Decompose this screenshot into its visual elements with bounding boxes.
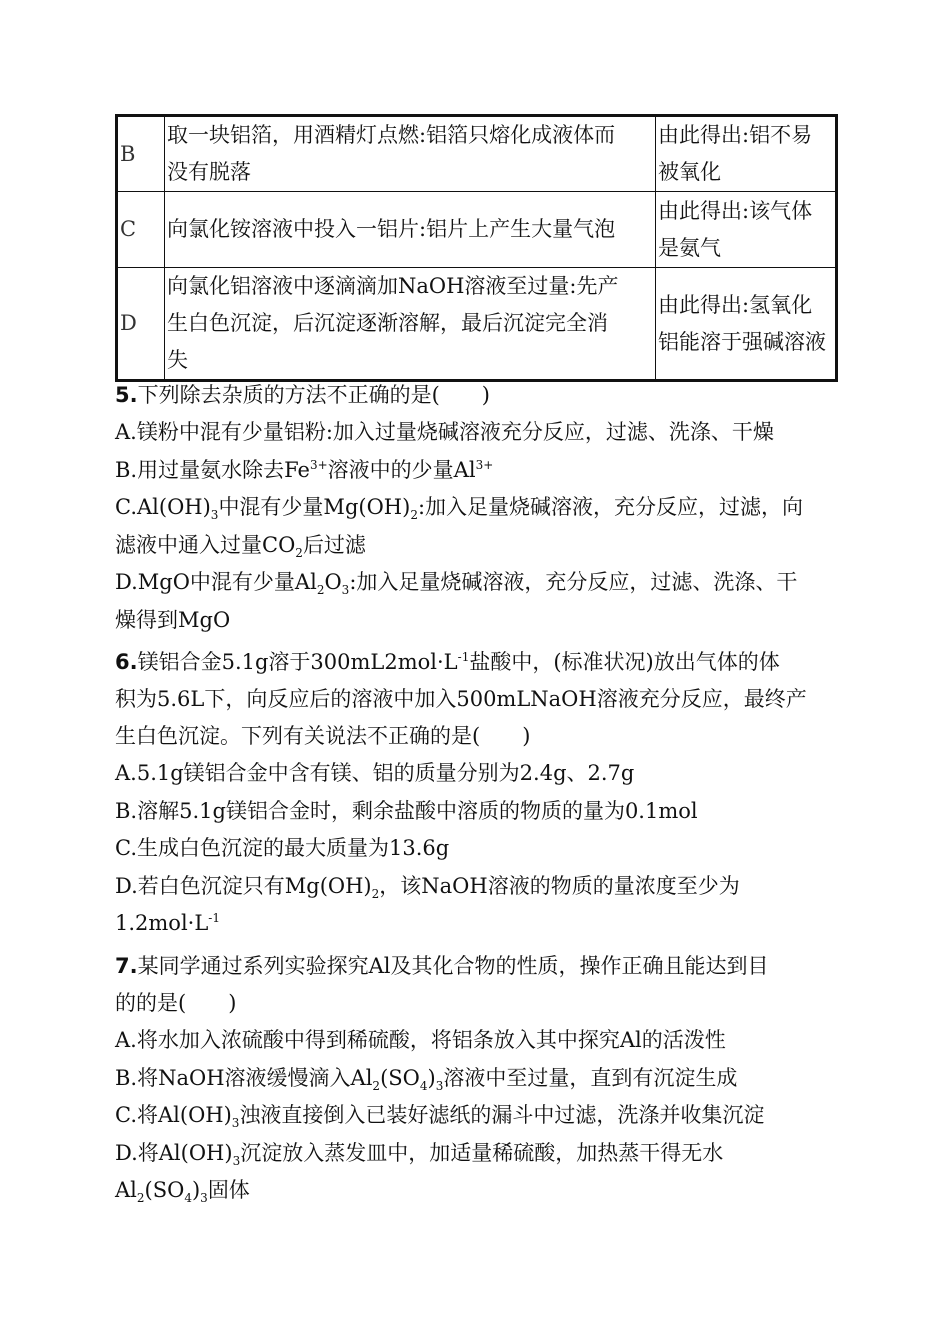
option-conclusion: 由此得出:铝不易 被氧化 <box>656 116 837 192</box>
option-c-continued: 滤液中通入过量$CO_2$后过滤 <box>115 532 366 560</box>
option-letter: D <box>117 268 165 381</box>
table-row <box>117 268 837 381</box>
question-stem: 5.下列除去杂质的方法不正确的是( ) <box>115 383 490 407</box>
option-a: A.5.1g镁铝合金中含有镁、铝的质量分别为2.4g、2.7g <box>115 761 635 785</box>
option-b: B.用过量氨水除去$Fe^{3+}$溶液中的少量$Al^{3+}$ <box>115 457 494 482</box>
option-a: A.镁粉中混有少量铝粉:加入过量烧碱溶液充分反应，过滤、洗涤、干燥 <box>115 420 774 444</box>
option-b: B.溶解5.1g镁铝合金时，剩余盐酸中溶质的物质的量为0.1mol <box>115 798 698 823</box>
table-row <box>117 192 837 268</box>
question-7 <box>115 948 835 1210</box>
option-description: 向氯化铝溶液中逐滴滴加NaOH溶液至过量:先产 生白色沉淀，后沉淀逐渐溶解，最后沉淀完全消 失 <box>165 268 656 381</box>
option-d-continued: $Al_2(SO_4)_3$固体 <box>115 1178 250 1206</box>
option-c: $C.Al(OH)_3$中混有少量$Mg(OH)_2$:加入足量烧碱溶液，充分反应，过滤，向 <box>115 495 804 523</box>
option-d-continued: 燥得到MgO <box>115 607 231 632</box>
question-stem: 7.某同学通过系列实验探究Al及其化合物的性质，操作正确且能达到目 <box>115 954 769 978</box>
option-description: 取一块铝箔，用酒精灯点燃:铝箔只熔化成液体而 没有脱落 <box>165 116 656 192</box>
question-5 <box>115 377 835 639</box>
option-description: 向氯化铵溶液中投入一铝片:铝片上产生大量气泡 <box>165 192 656 268</box>
question-stem-line: 积为5.6L下，向反应后的溶液中加入500mLNaOH溶液充分反应，最终产 <box>115 687 807 711</box>
option-c: C.将$Al(OH)_3$浊液直接倒入已装好滤纸的漏斗中过滤，洗涤并收集沉淀 <box>115 1103 765 1131</box>
question-6 <box>115 644 835 943</box>
option-conclusion: 由此得出:氢氧化 铝能溶于强碱溶液 <box>656 268 837 381</box>
question-stem: 6.镁铝合金5.1g溶于$300mL2mol\cdot L^{-1}$盐酸中，(标准状况)放出气体的体 <box>115 650 780 674</box>
option-d: D.MgO中混有少量$Al_2O_3$:加入足量烧碱溶液，充分反应，过滤、洗涤、干 <box>115 570 798 598</box>
option-d-continued: $1.2mol\cdot L^{-1}$ <box>115 911 220 935</box>
option-d: D.若白色沉淀只有$Mg(OH)_2$，该NaOH溶液的物质的量浓度至少为 <box>115 873 740 901</box>
option-letter: C <box>117 192 165 268</box>
option-d: D.将$Al(OH)_3$沉淀放入蒸发皿中，加适量稀硫酸，加热蒸干得无水 <box>115 1140 724 1168</box>
question-stem-line: 的的是( ) <box>115 991 237 1015</box>
option-c: C.生成白色沉淀的最大质量为13.6g <box>115 836 450 860</box>
option-a: A.将水加入浓硫酸中得到稀硫酸，将铝条放入其中探究Al的活泼性 <box>115 1028 726 1052</box>
option-letter: B <box>117 116 165 192</box>
experiment-options-table <box>115 114 838 382</box>
question-stem-line: 生白色沉淀。下列有关说法不正确的是( ) <box>115 724 531 748</box>
option-b: B.将NaOH溶液缓慢滴入$Al_2(SO_4)_3$溶液中至过量，直到有沉淀生成 <box>115 1065 738 1093</box>
table-row <box>117 116 837 192</box>
option-conclusion: 由此得出:该气体 是氨气 <box>656 192 837 268</box>
